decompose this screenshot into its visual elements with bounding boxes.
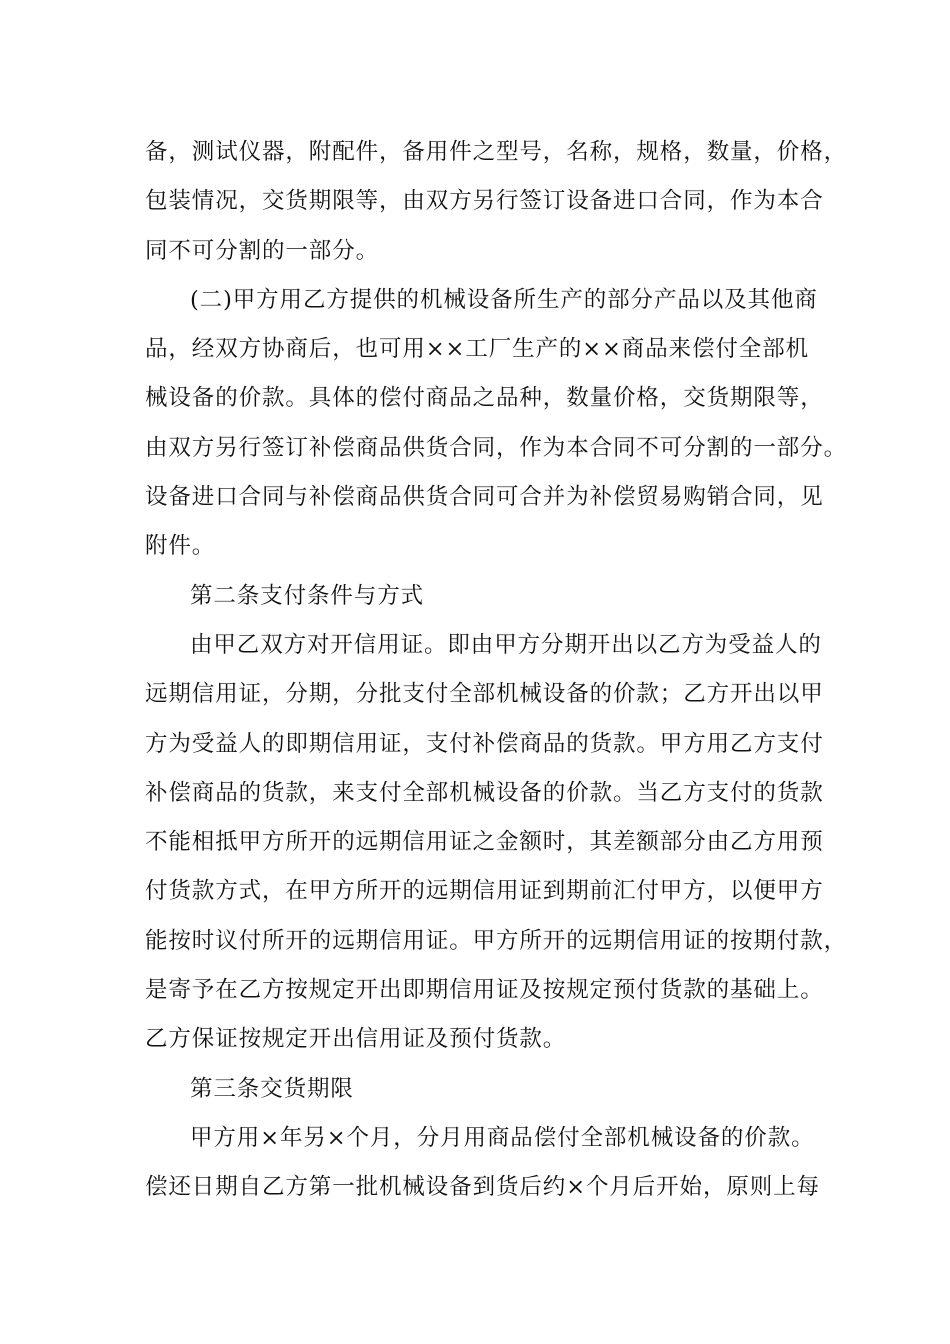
text-line: 由双方另行签订补偿商品供货合同，作为本合同不可分割的一部分。: [145, 434, 848, 461]
text-line: 甲方用×年另×个月，分月用商品偿付全部机械设备的价款。: [190, 1124, 815, 1151]
text-line: 械设备的价款。具体的偿付商品之品种，数量价格，交货期限等，: [145, 385, 824, 412]
text-line: 远期信用证，分期，分批支付全部机械设备的价款；乙方开出以甲: [145, 681, 824, 708]
text-line: 付货款方式，在甲方所开的远期信用证到期前汇付甲方，以便甲方: [145, 878, 824, 905]
text-line: 补偿商品的货款，来支付全部机械设备的价款。当乙方支付的货款: [145, 779, 824, 806]
text-line: 乙方保证按规定开出信用证及预付货款。: [145, 1026, 567, 1053]
text-line: 是寄予在乙方按规定开出即期信用证及按规定预付货款的基础上。: [145, 977, 824, 1004]
text-line: 品，经双方协商后，也可用××工厂生产的××商品来偿付全部机: [145, 336, 810, 363]
text-line: 附件。: [145, 533, 216, 560]
text-line: 包装情况，交货期限等，由双方另行签订设备进口合同，作为本合: [145, 188, 824, 215]
text-line: (二)甲方用乙方提供的机械设备所生产的部分产品以及其他商: [190, 286, 818, 313]
text-line: 偿还日期自乙方第一批机械设备到货后约×个月后开始，原则上每: [145, 1174, 820, 1201]
text-line: 备，测试仪器，附配件，备用件之型号，名称，规格，数量，价格，: [145, 139, 848, 165]
text-line: 不能相抵甲方所开的远期信用证之金额时，其差额部分由乙方用预: [145, 829, 824, 856]
text-line: 方为受益人的即期信用证，支付补偿商品的货款。甲方用乙方支付: [145, 730, 824, 757]
text-line: 由甲乙双方对开信用证。即由甲方分期开出以乙方为受益人的: [190, 631, 822, 658]
text-line: 第二条支付条件与方式: [190, 582, 425, 609]
text-line: 能按时议付所开的远期信用证。甲方所开的远期信用证的按期付款，: [145, 927, 848, 954]
text-line: 同不可分割的一部分。: [145, 237, 380, 264]
text-line: 设备进口合同与补偿商品供货合同可合并为补偿贸易购销合同，见: [145, 484, 824, 511]
text-line: 第三条交货期限: [190, 1075, 354, 1102]
document-body: [145, 128, 848, 1213]
